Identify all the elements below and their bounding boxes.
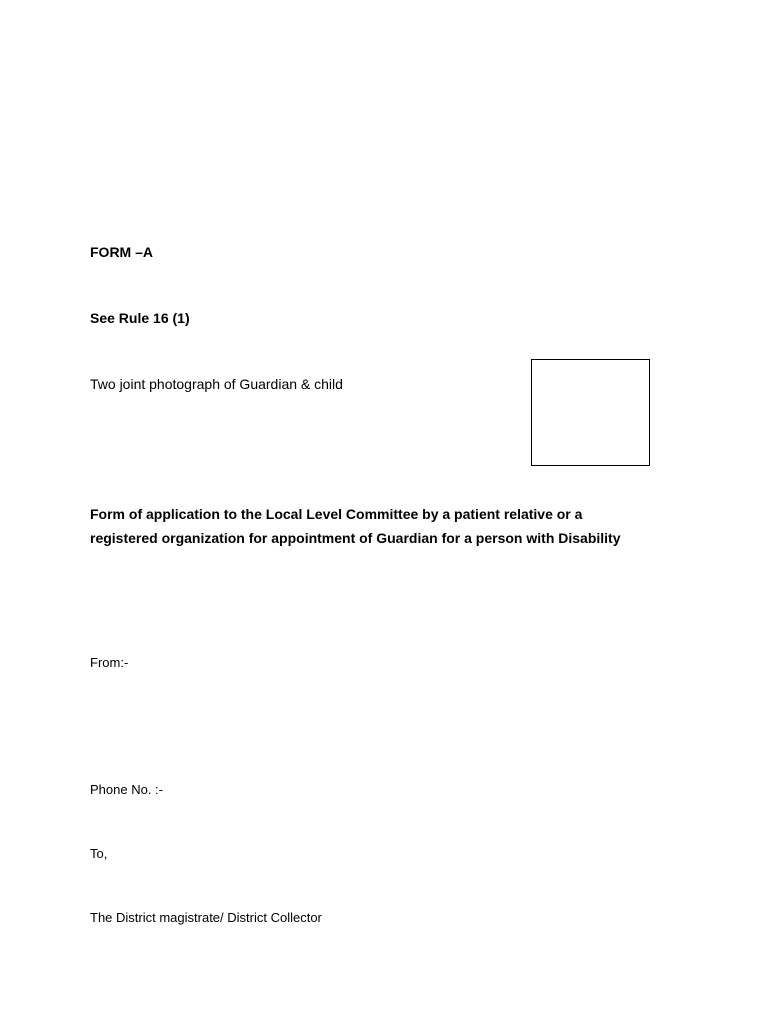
form-title: FORM –A (90, 244, 153, 260)
rule-reference: See Rule 16 (1) (90, 310, 190, 326)
form-heading (90, 502, 690, 550)
form-heading-line-2: registered organization for appointment of Guardian for a person with Disability (90, 530, 621, 546)
phone-label: Phone No. :- (90, 782, 163, 797)
to-label: To, (90, 846, 108, 861)
from-label: From:- (90, 655, 129, 670)
addressee-line: The District magistrate/ District Collector (90, 910, 322, 925)
photo-placeholder-box (531, 359, 650, 466)
photo-caption: Two joint photograph of Guardian & child (90, 376, 343, 392)
form-heading-line-1: Form of application to the Local Level Committee by a patient relative or a (90, 506, 583, 522)
